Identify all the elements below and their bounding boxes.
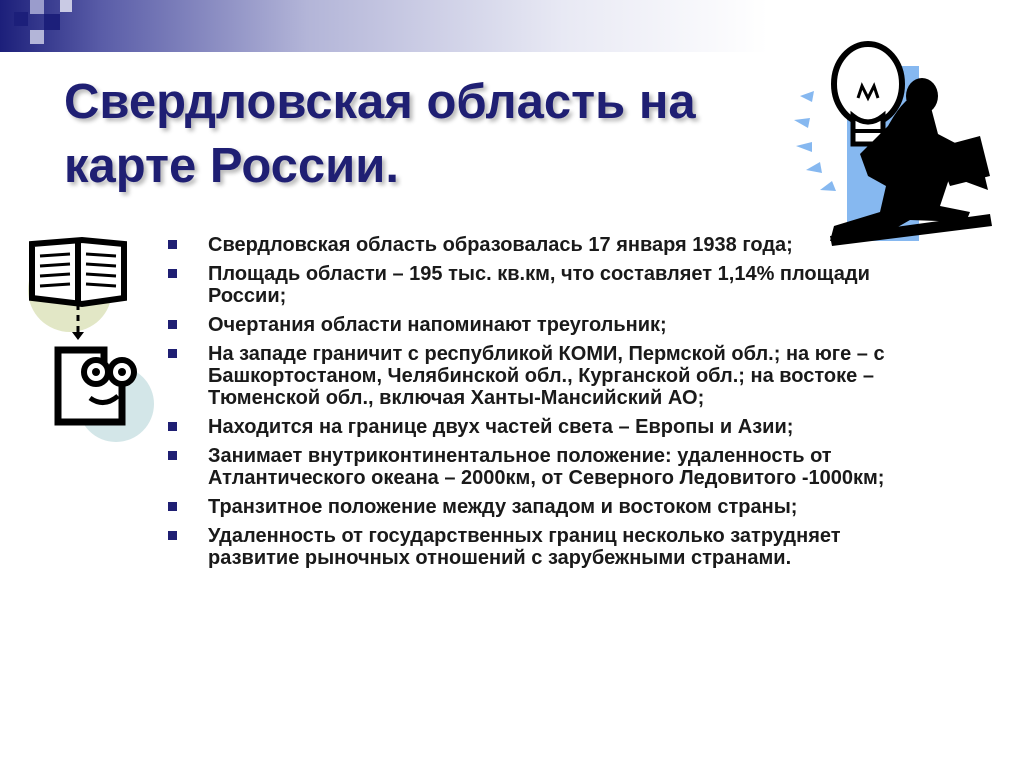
decor-square xyxy=(44,14,60,30)
bullet-square-icon xyxy=(168,320,177,329)
list-item: На западе граничит с республикой КОМИ, Пермской обл.; на юге – с Башкортостаном, Челябинской обл., Курганской обл.; на востоке – Тюменской обл., включая Ханты-Мансийский АО; xyxy=(168,343,928,409)
list-item: Занимает внутриконтинентальное положение: удаленность от Атлантического океана – 2000км, от Северного Ледовитого -1000км; xyxy=(168,445,928,489)
list-item: Очертания области напоминают треугольник; xyxy=(168,314,928,336)
bullet-square-icon xyxy=(168,531,177,540)
lightbulb-man-clipart-icon xyxy=(790,36,1000,246)
decor-square xyxy=(30,0,44,14)
list-item: Транзитное положение между западом и востоком страны; xyxy=(168,496,928,518)
bullet-square-icon xyxy=(168,240,177,249)
list-item: Площадь области – 195 тыс. кв.км, что составляет 1,14% площади России; xyxy=(168,263,928,307)
bullet-square-icon xyxy=(168,451,177,460)
slide-title xyxy=(64,70,844,198)
decor-square xyxy=(14,12,28,26)
decor-square xyxy=(60,0,72,12)
list-item: Находится на границе двух частей света – Европы и Азии; xyxy=(168,416,928,438)
list-item: Свердловская область образовалась 17 января 1938 года; xyxy=(168,234,928,256)
bullet-list xyxy=(168,234,928,576)
bullet-square-icon xyxy=(168,422,177,431)
bullet-square-icon xyxy=(168,269,177,278)
title-line-1: Свердловская область на xyxy=(64,75,696,129)
title-line-2: карте России. xyxy=(64,139,400,193)
list-item: Удаленность от государственных границ несколько затрудняет развитие рыночных отношений с зарубежными странами. xyxy=(168,525,928,569)
bullet-square-icon xyxy=(168,502,177,511)
bullet-square-icon xyxy=(168,349,177,358)
decor-square xyxy=(30,30,44,44)
book-reader-clipart-icon xyxy=(24,232,158,442)
